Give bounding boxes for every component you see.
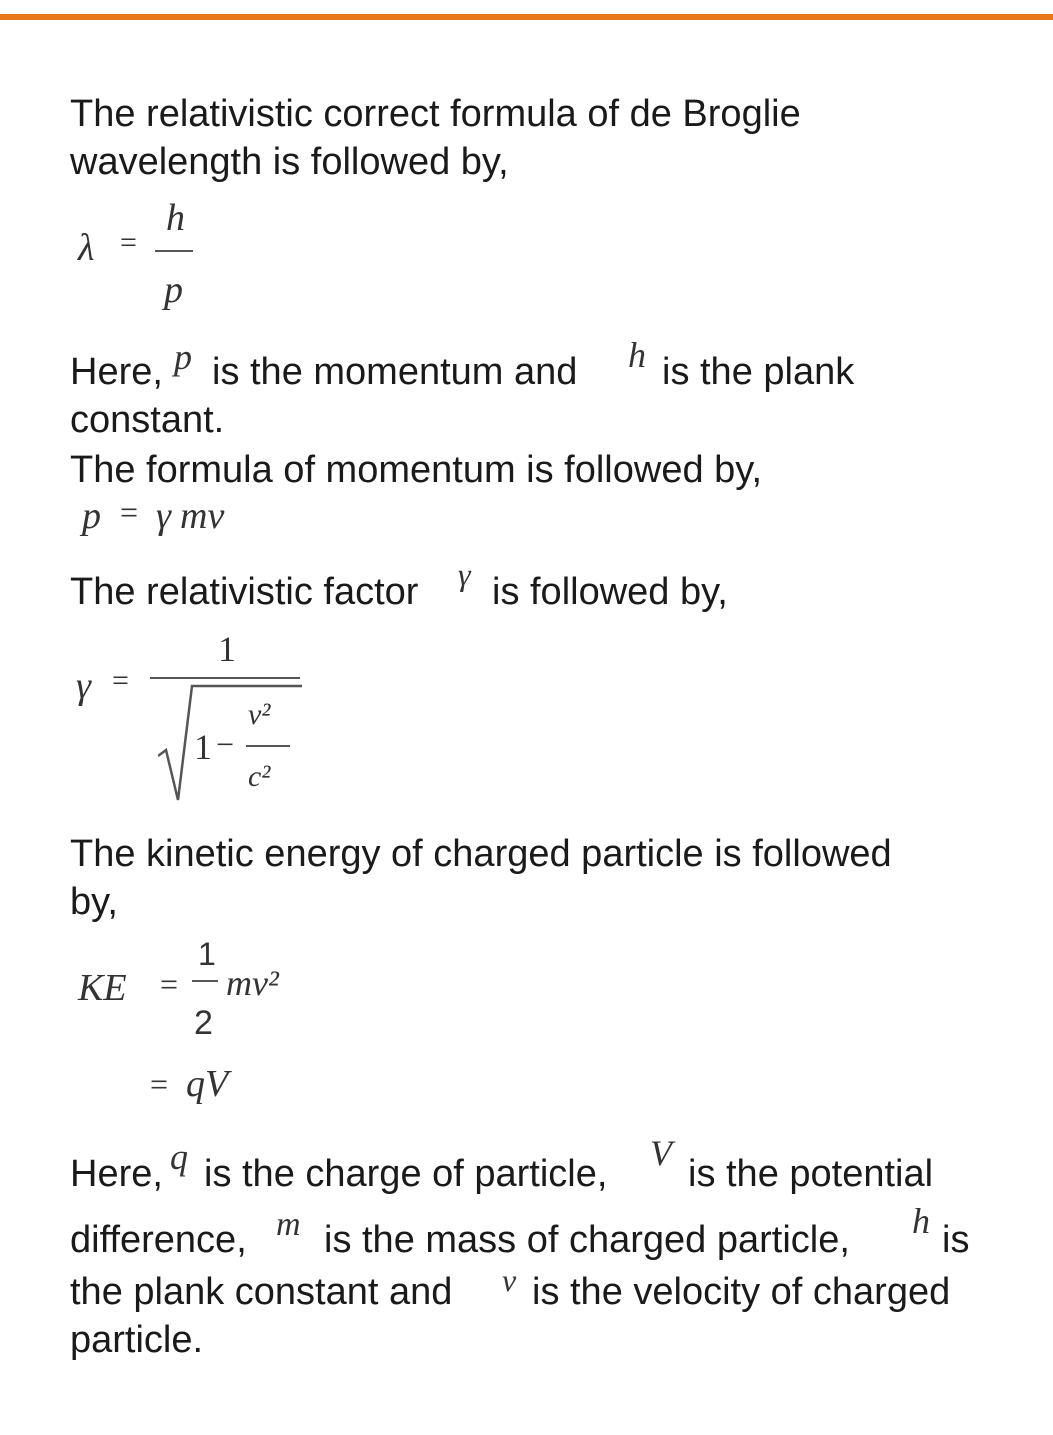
eq3-v-squared: v² [248, 698, 271, 731]
eq-fraction-bar [155, 250, 193, 252]
eq2-gamma: γ [156, 495, 171, 537]
eq4-numerator-one: 1 [198, 936, 216, 972]
sym-q: q [170, 1137, 188, 1177]
eq2-p: p [82, 495, 101, 537]
eq4-ke: KE [78, 967, 127, 1009]
text-plank-constant-and: the plank constant and [70, 1271, 453, 1313]
paragraph-kinetic-energy-line2: by, [70, 881, 118, 923]
sym-h: h [628, 335, 646, 375]
eq3-gamma: γ [76, 665, 91, 707]
text-particle: particle. [70, 1319, 204, 1361]
text-potential: is the potential [688, 1153, 934, 1195]
paragraph-kinetic-energy-line1: The kinetic energy of charged particle is followed [70, 833, 892, 875]
text-here-2: Here, [70, 1153, 163, 1195]
text-followed-by: is followed by, [492, 571, 728, 613]
text-relativistic-factor: The relativistic factor [70, 571, 419, 613]
eq-denominator-p: p [164, 269, 183, 311]
eq3-main-fraction-bar [150, 677, 300, 679]
top-accent-rule [0, 14, 1053, 20]
eq-lambda: λ [78, 227, 95, 269]
sym-m: m [276, 1206, 301, 1243]
eq3-numerator-one: 1 [218, 629, 236, 669]
eq4-equals-2: = [150, 1066, 169, 1102]
eq4-denominator-two: 2 [194, 1004, 213, 1042]
eq2-mv: mv [180, 495, 225, 537]
paragraph-constant: constant. [70, 399, 225, 441]
eq4-mv-squared: mv² [226, 963, 279, 1003]
eq3-equals: = [112, 664, 129, 697]
sym-V: V [650, 1133, 672, 1173]
eq3-minus: − [216, 726, 235, 762]
eq4-fraction-bar [192, 980, 218, 982]
paragraph-intro-line2: wavelength is followed by, [70, 141, 509, 183]
text-mass-of-particle: is the mass of charged particle, [324, 1219, 850, 1261]
eq3-c-squared: c² [248, 760, 271, 793]
paragraph-here-momentum [70, 348, 163, 396]
eq2-equals: = [120, 494, 139, 530]
text-velocity-of-charged: is the velocity of charged [532, 1271, 951, 1313]
sym-p: p [174, 337, 192, 377]
text-is: is [942, 1219, 970, 1261]
eq-numerator-h: h [166, 197, 185, 239]
eq-equals: = [120, 226, 137, 259]
eq3-inner-fraction-bar [246, 745, 290, 747]
eq4-qv: qV [186, 1063, 229, 1105]
eq4-equals: = [160, 966, 179, 1002]
text-here: Here, [70, 351, 163, 393]
text-plank: is the plank [662, 351, 855, 393]
eq3-one: 1 [194, 727, 212, 767]
paragraph-momentum-formula: The formula of momentum is followed by, [70, 449, 763, 491]
paragraph-relativistic-factor [70, 568, 418, 616]
paragraph-intro-line1: The relativistic correct formula of de Broglie [70, 93, 801, 135]
text-difference: difference, [70, 1219, 247, 1261]
sym-gamma: γ [458, 556, 471, 592]
text-charge-of-particle: is the charge of particle, [204, 1153, 608, 1195]
sym-h-2: h [912, 1201, 930, 1241]
text-momentum-and: is the momentum and [212, 351, 578, 393]
sym-v: v [502, 1262, 517, 1298]
